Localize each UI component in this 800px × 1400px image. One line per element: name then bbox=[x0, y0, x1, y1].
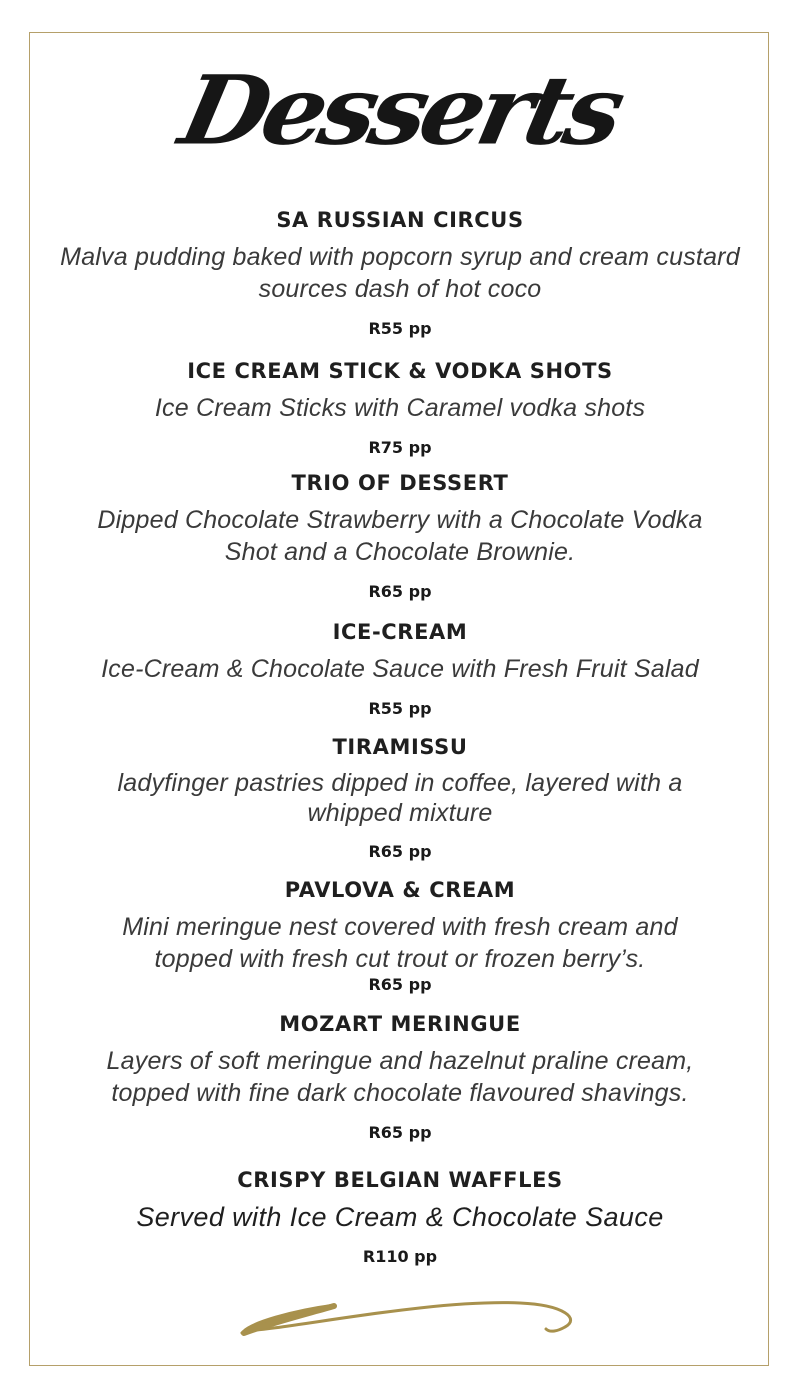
item-price: R75 pp bbox=[368, 438, 432, 457]
item-description: Ice Cream Sticks with Caramel vodka shots bbox=[154, 394, 646, 422]
item-name: TRIO OF DESSERT bbox=[291, 471, 509, 495]
item-description: ladyfinger pastries dipped in coffee, layered with a whipped mixture bbox=[117, 769, 683, 827]
menu-item bbox=[40, 207, 760, 339]
item-description: Served with Ice Cream & Chocolate Sauce bbox=[136, 1202, 664, 1232]
menu-item bbox=[40, 877, 760, 995]
menu-item bbox=[40, 358, 760, 458]
item-name: ICE-CREAM bbox=[332, 620, 468, 644]
menu-item bbox=[40, 619, 760, 719]
item-name: ICE CREAM STICK & VODKA SHOTS bbox=[187, 359, 613, 383]
item-name: CRISPY BELGIAN WAFFLES bbox=[237, 1168, 563, 1192]
item-price: R65 pp bbox=[368, 975, 432, 994]
menu-item bbox=[40, 734, 760, 862]
item-price: R55 pp bbox=[368, 319, 432, 338]
item-price: R110 pp bbox=[362, 1247, 438, 1266]
item-price: R65 pp bbox=[368, 842, 432, 861]
item-price: R55 pp bbox=[368, 699, 432, 718]
item-price: R65 pp bbox=[368, 582, 432, 601]
item-name: PAVLOVA & CREAM bbox=[284, 878, 516, 902]
gold-swirl-ornament bbox=[230, 1293, 580, 1348]
item-name: SA RUSSIAN CIRCUS bbox=[276, 208, 524, 232]
item-name: MOZART MERINGUE bbox=[279, 1012, 521, 1036]
menu-item bbox=[40, 1011, 760, 1143]
menu-title: Desserts bbox=[171, 53, 629, 167]
item-description: Malva pudding baked with popcorn syrup and cream custard sources dash of hot coco bbox=[60, 243, 740, 303]
menu-item bbox=[40, 1167, 760, 1267]
menu-item bbox=[40, 470, 760, 602]
item-description: Mini meringue nest covered with fresh cream and topped with fresh cut trout or frozen berry’s. bbox=[122, 913, 678, 973]
item-description: Dipped Chocolate Strawberry with a Chocolate Vodka Shot and a Chocolate Brownie. bbox=[97, 506, 703, 566]
item-price: R65 pp bbox=[368, 1123, 432, 1142]
item-description: Layers of soft meringue and hazelnut praline cream, topped with fine dark chocolate flavoured shavings. bbox=[106, 1047, 694, 1107]
item-description: Ice-Cream & Chocolate Sauce with Fresh Fruit Salad bbox=[101, 655, 699, 683]
item-name: TIRAMISSU bbox=[332, 735, 468, 759]
